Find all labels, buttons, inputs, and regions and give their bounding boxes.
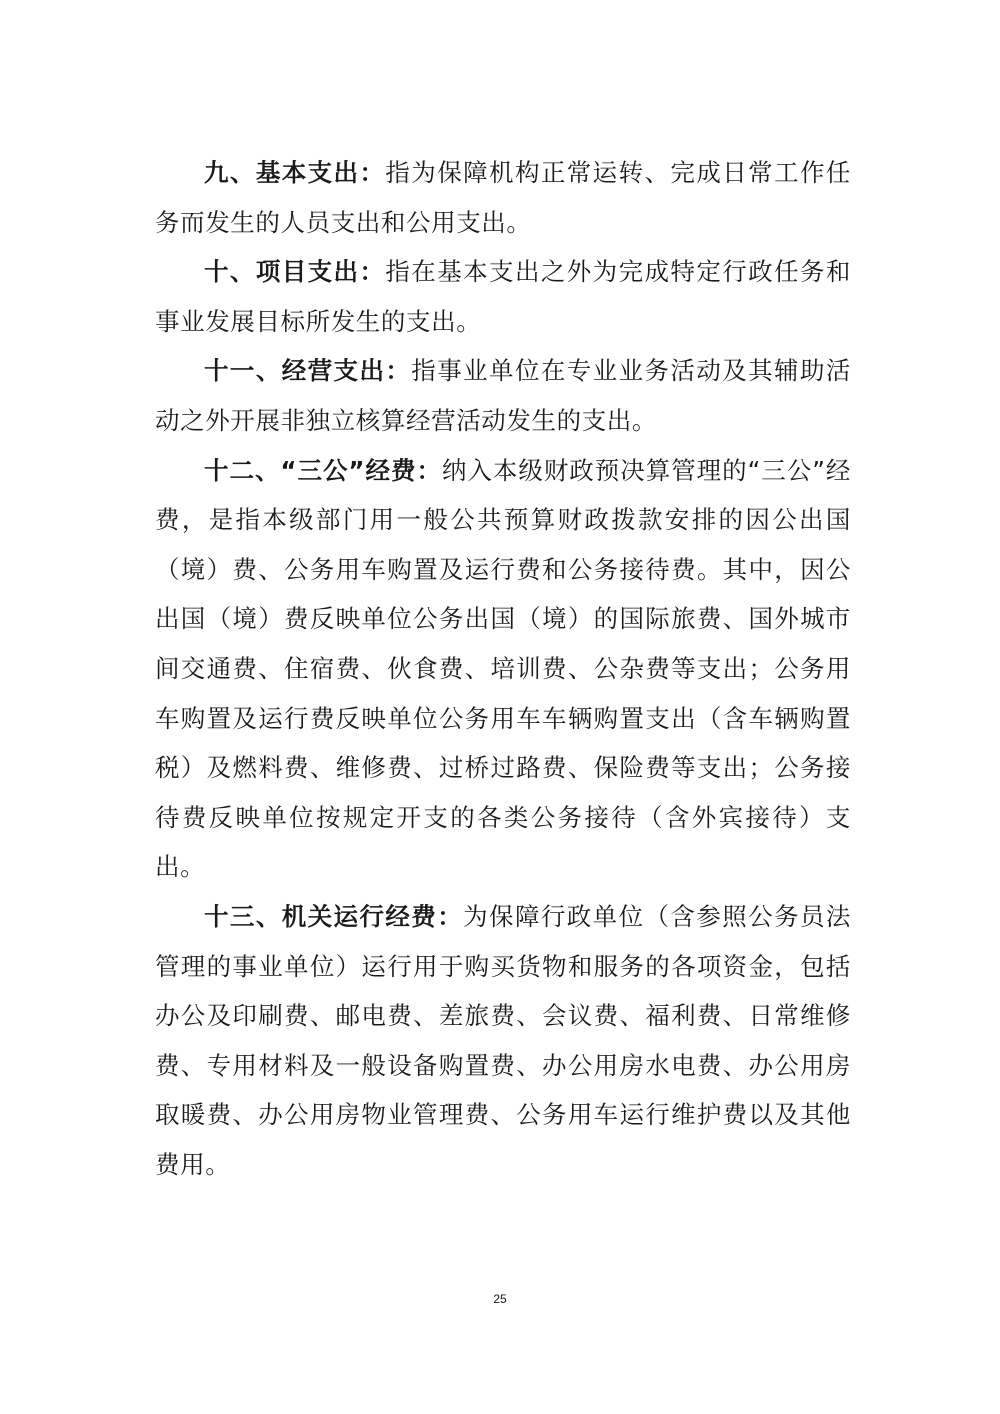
- definition-text: 纳入本级财政预决算管理的“三公”经费，是指本级部门用一般公共预算财政拨款安排的因公出国（境）费、公务用车购置及运行费和公务接待费。其中，因公出国（境）费反映单位公务出国（境）的国际旅费、国外城市间交通费、住宿费、伙食费、培训费、公杂费等支出；公务用车购置及运行费反映单位公务用车车辆购置支出（含车辆购置税）及燃料费、维修费、过桥过路费、保险费等支出；公务接待费反映单位按规定开支的各类公务接待（含外宾接待）支出。: [155, 455, 851, 882]
- definition-project-expenditure: [155, 247, 851, 346]
- definition-agency-operating-costs: [155, 892, 851, 1190]
- term-heading: 十、项目支出：: [204, 257, 386, 287]
- definition-operating-expenditure: [155, 346, 851, 445]
- definition-basic-expenditure: [155, 148, 851, 247]
- term-heading: 十二、“三公”经费：: [204, 455, 442, 485]
- definition-text: 指在基本支出之外为完成特定行政任务和事业发展目标所发生的支出。: [155, 257, 851, 336]
- definition-text: 指事业单位在专业业务活动及其辅助活动之外开展非独立核算经营活动发生的支出。: [155, 356, 851, 435]
- term-heading: 十一、经营支出：: [204, 356, 412, 386]
- definition-three-public-expenses: [155, 446, 851, 892]
- document-body: [155, 148, 851, 1189]
- term-heading: 十三、机关运行经费：: [204, 901, 464, 931]
- page-number: 25: [493, 1292, 507, 1306]
- term-heading: 九、基本支出：: [204, 158, 386, 187]
- definition-text: 为保障行政单位（含参照公务员法管理的事业单位）运行用于购买货物和服务的各项资金，包括办公及印刷费、邮电费、差旅费、会议费、福利费、日常维修费、专用材料及一般设备购置费、办公用房水电费、办公用房取暖费、办公用房物业管理费、公务用车运行维护费以及其他费用。: [155, 901, 851, 1179]
- definition-text: 指为保障机构正常运转、完成日常工作任务而发生的人员支出和公用支出。: [155, 158, 851, 237]
